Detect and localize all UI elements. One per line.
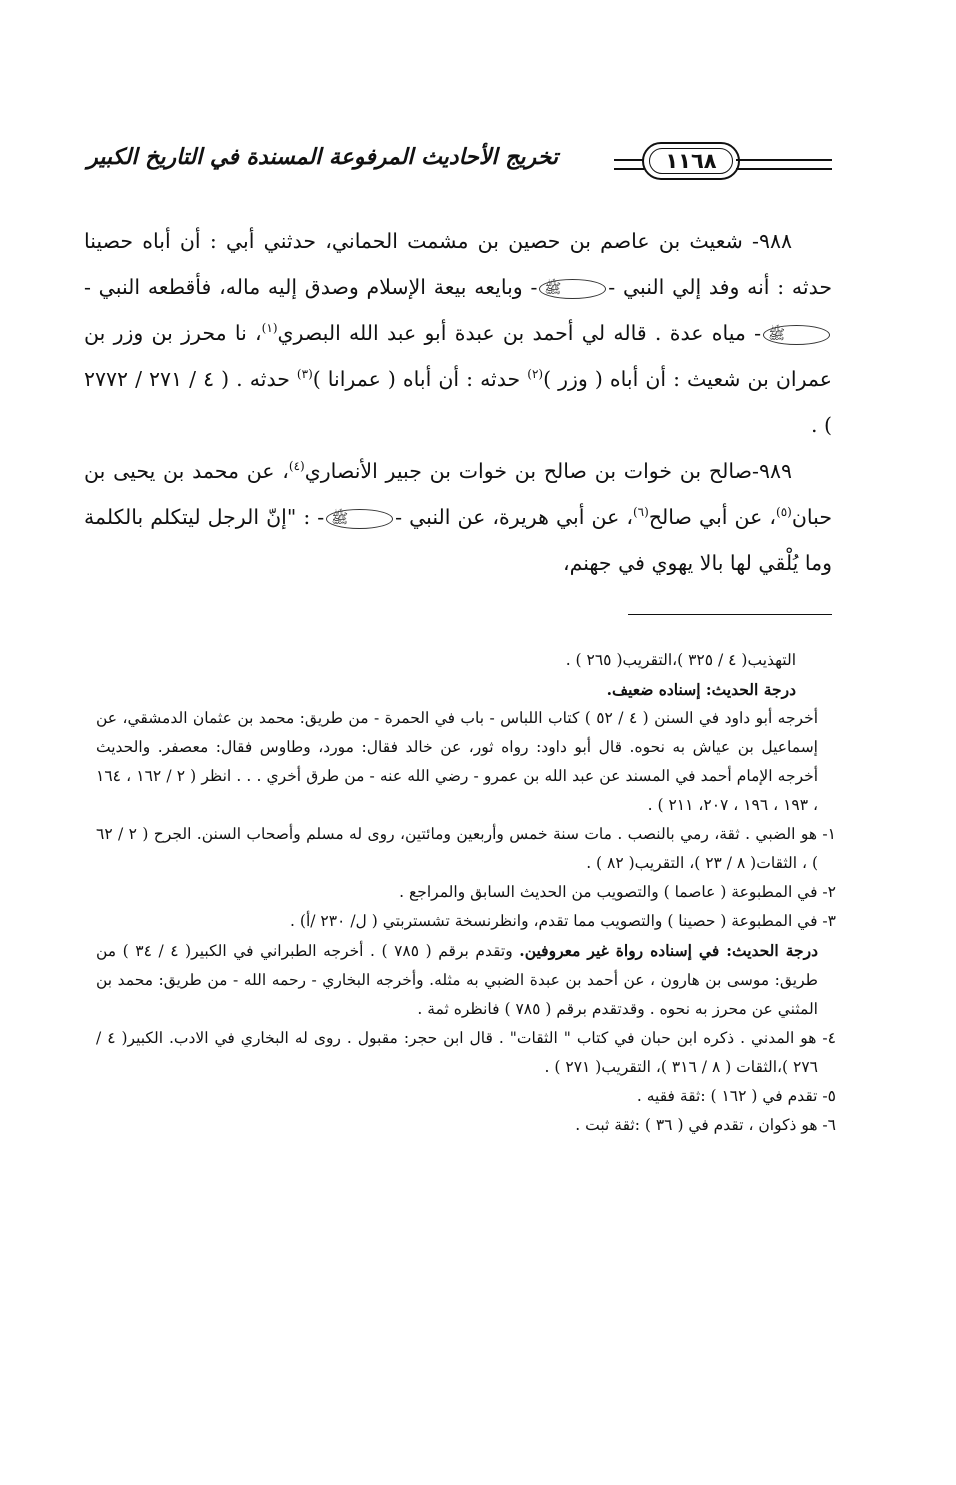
entry-text: - مياه عدة . قاله لي أحمد بن عبدة أبو عبد الله البصري (277, 321, 762, 345)
page-header (88, 140, 832, 190)
footnote-4: ٤- هو المدني . ذكره ابن حبان في كتاب " الثقات" . قال ابن حجر: مقبول . روى له البخاري في الادب. الكبير( ٤ / ٢٧٦ )،الثقات ( ٨ / ٣١٦ )، التقريب( ٢٧١ ) . (96, 1029, 836, 1076)
entry-text: ، عن أبي هريرة، عن النبي - (395, 505, 633, 529)
page-number-ornament (642, 142, 740, 180)
footnotes (96, 646, 836, 1140)
footnote-carry-grade: درجة الحديث: إسناده ضعيف. (606, 680, 796, 699)
footnote-6: ٦- هو ذكوان ، تقدم في ( ٣٦ ) :ثقة ثبت . (575, 1116, 836, 1134)
salla-honorific: ﷺ (539, 279, 606, 299)
entry-text: - وبايعه بيعة الإسلام وصدق إليه ماله، فأقطعه النبي - (84, 275, 538, 299)
entry-text: ، نا محرز بن وزر بن عمران بن شعيث : أن أباه ( وزر ) (84, 321, 832, 391)
footnote-carry-takhrij: أخرجه أبو داود في السنن ( ٤ / ٥٢ ) كتاب اللباس - باب في الحمرة - من طريق: محمد بن عثمان الدمشقي، عن إسماعيل بن عياش به نحوه. قال أبو داود: رواه ثور، عن خالد فقال: مورد، وطاوس فقال: معصفر. والحديث أخرجه الإمام أحمد في المسند عن عبد الله بن عمرو - رضي الله عنه - من طرق أخري . . . انظر ( ٢ / ١٦٢ ، ١٦٤ ، ١٩٣ ، ١٩٦ ، ٢٠٧، ٢١١ ) . (96, 709, 819, 814)
salla-honorific: ﷺ (326, 509, 393, 529)
footnote-ref: (٦) (632, 505, 649, 520)
entry-text: حدثه . ( ٤ / ٢٧١ / ٢٧٧٢ ) . (84, 367, 832, 437)
entry-text: حدثه : أن أباه ( عمرانا ) (312, 367, 521, 391)
footnote-carry-ref: التهذيب( ٤ / ٣٢٥ )،التقريب( ٢٦٥ ) . (565, 651, 796, 669)
entry-988 (84, 218, 832, 448)
salla-honorific: ﷺ (763, 325, 830, 345)
entry-text: - : "إنّ الرجل ليتكلم بالكلمة وما يُلْقي لها بالا يهوي في جهنم، (84, 505, 832, 575)
footnote-3-grade (96, 936, 836, 1024)
entry-text: صالح بن خوات بن صالح بن خوات بن جبير الأنصاري (304, 459, 752, 483)
entry-text: شعيث بن عاصم بن حصين بن مشمت الحماني، حدثني أبي : أن أباه حصينا حدثه : أنه وفد إلي النبي - (84, 229, 833, 299)
footnote-3: ٣- في المطبوعة ( حصينا ) والتصويب مما تقدم، وانظرنسخة تشستربتي ( ل/ ٢٣٠ /أ) . (290, 912, 836, 930)
footnote-ref: (٣) (296, 367, 313, 382)
entry-text: ، عن أبي صالح (648, 505, 777, 529)
footnote-ref: (٥) (776, 505, 792, 520)
entry-number: ٩٨٩- (752, 459, 792, 483)
footnote-1: ١- هو الضبي . ثقة، رمي بالنصب . مات سنة خمس وأربعين ومائتين، روى له مسلم وأصحاب السنن. الجرح ( ٢ / ٦٢ ) ، الثقات( ٨ / ٢٣ )، التقريب( ٨٢ ) . (96, 825, 836, 872)
grade-label: درجة الحديث: في إسناده رواة غير معروفين. (519, 941, 818, 960)
running-title: تخريج الأحاديث المرفوعة المسندة في التاريخ الكبير (87, 144, 558, 170)
footnote-2: ٢- في المطبوعة ( عاصما ) والتصويب من الحديث السابق والمراجع . (399, 883, 836, 901)
footnote-ref: (١) (261, 321, 278, 336)
grade-text: وتقدم برقم ( ٧٨٥ ) . أخرجه الطبراني في الكبير( ٤ / ٣٤ ) من طريق: موسى بن هارون ، عن أحمد بن عبدة الضبي به مثله. وأخرجه البخاري - رحمه الله - من طريق: محمد بن المثني عن محرز به نحوه . وقدتقدم برقم ( ٧٨٥ ) فانظره ثمة . (96, 942, 818, 1018)
header-rule-mid (614, 159, 644, 170)
entry-989 (84, 448, 832, 586)
header-rule-right (736, 159, 832, 170)
footnote-ref: (٢) (527, 367, 544, 382)
footnote-ref: (٤) (288, 459, 305, 474)
entry-number: ٩٨٨- (752, 229, 792, 253)
footnote-separator (628, 614, 832, 615)
page-number: ١١٦٨ (649, 148, 733, 174)
footnote-5: ٥- تقدم في ( ١٦٢ ) :ثقة فقيه . (636, 1087, 836, 1105)
entry-text: ، عن محمد بن يحيى بن حبان (84, 459, 833, 529)
main-text (84, 218, 832, 586)
